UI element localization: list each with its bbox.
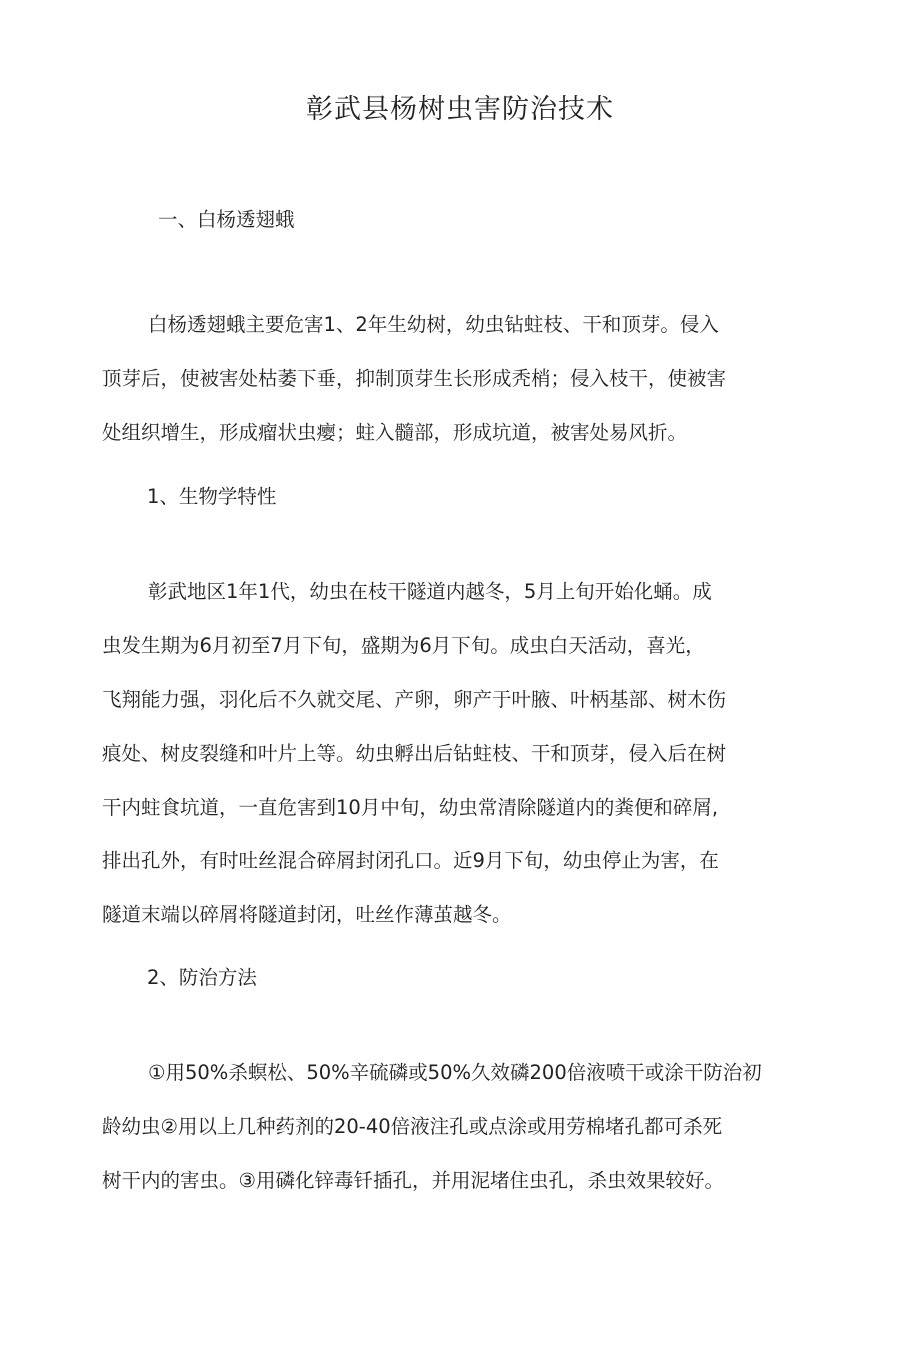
paragraph-line: 彰武地区1年1代，幼虫在枝干隧道内越冬，5月上旬开始化蛹。成: [148, 580, 712, 603]
paragraph-line: 树干内的害虫。③用磷化锌毒钎插孔，并用泥堵住虫孔，杀虫效果较好。: [102, 1169, 724, 1192]
paragraph-line: 排出孔外，有时吐丝混合碎屑封闭孔口。近9月下旬，幼虫停止为害，在: [102, 849, 719, 872]
paragraph-line: 顶芽后，使被害处枯萎下垂，抑制顶芽生长形成秃梢；侵入枝干，使被害: [102, 367, 727, 390]
paragraph-line: 虫发生期为6月初至7月下旬，盛期为6月下旬。成虫白天活动，喜光，: [102, 634, 705, 657]
paragraph-line: 处组织增生，形成瘤状虫瘿；蛀入髓部，形成坑道，被害处易风折。: [102, 421, 688, 444]
paragraph-line: 龄幼虫②用以上几种药剂的20-40倍液注孔或点涂或用劳棉堵孔都可杀死: [102, 1115, 723, 1138]
section-heading-white-poplar-moth: 一、白杨透翅蛾: [158, 208, 295, 231]
paragraph-line: 痕处、树皮裂缝和叶片上等。幼虫孵出后钻蛀枝、干和顶芽，侵入后在树: [102, 742, 727, 765]
paragraph-line: 干内蛀食坑道，一直危害到10月中旬，幼虫常清除隧道内的粪便和碎屑,: [102, 796, 719, 819]
paragraph-line: 白杨透翅蛾主要危害1、2年生幼树，幼虫钻蛀枝、干和顶芽。侵入: [148, 313, 719, 336]
paragraph-line: 隧道末端以碎屑将隧道封闭，吐丝作薄茧越冬。: [102, 903, 512, 926]
section-heading-biology: 1、生物学特性: [147, 485, 277, 508]
document-title: 彰武县杨树虫害防治技术: [306, 94, 614, 125]
paragraph-line: 飞翔能力强，羽化后不久就交尾、产卵，卵产于叶腋、叶柄基部、树木伤: [102, 688, 727, 711]
section-heading-control-methods: 2、防治方法: [147, 966, 257, 989]
paragraph-line: ①用50%杀螟松、50%辛硫磷或50%久效磷200倍液喷干或涂干防治初: [148, 1061, 762, 1084]
